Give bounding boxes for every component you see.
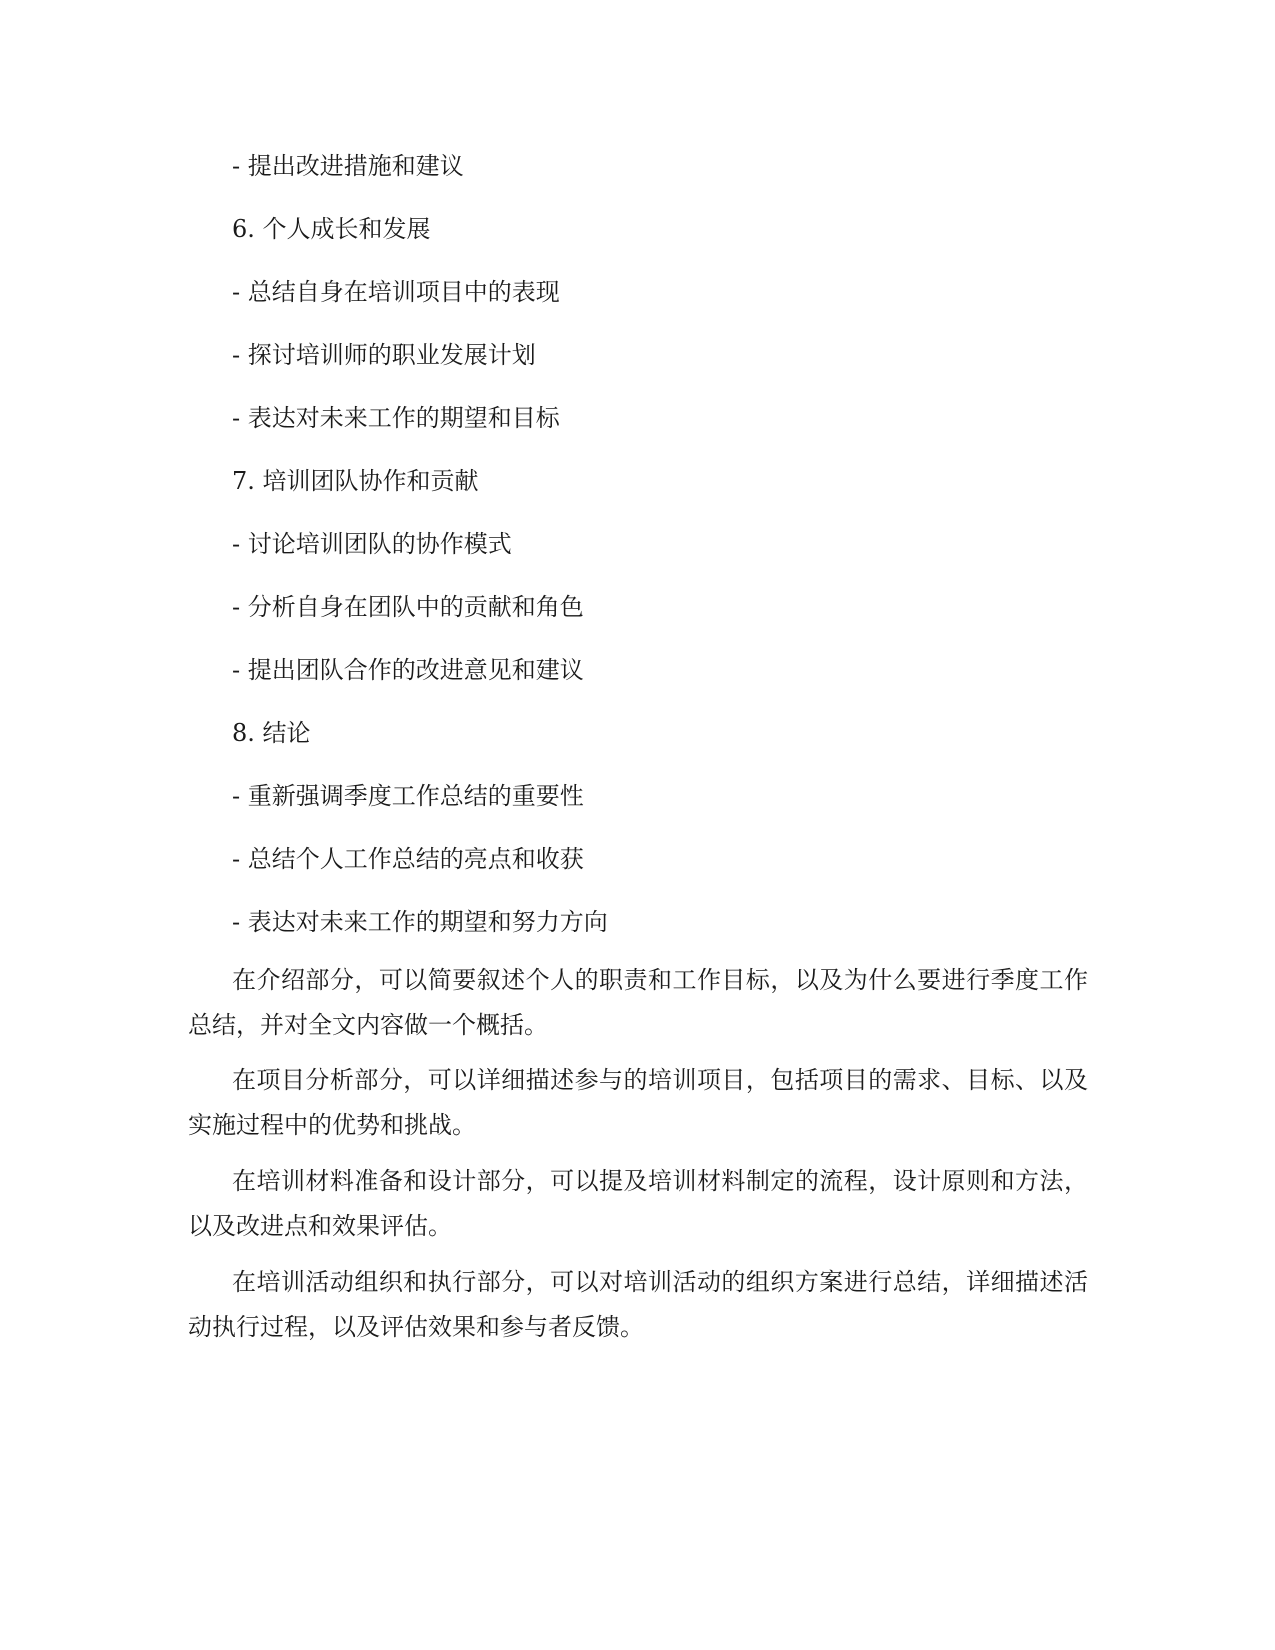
list-item: - 提出改进措施和建议: [232, 152, 464, 180]
list-item: - 提出团队合作的改进意见和建议: [232, 656, 584, 684]
body-paragraph: 在介绍部分，可以简要叙述个人的职责和工作目标，以及为什么要进行季度工作总结，并对全文内容做一个概括。: [188, 966, 1088, 1039]
section-heading: 6. 个人成长和发展: [232, 215, 431, 243]
section-heading: 7. 培训团队协作和贡献: [232, 467, 479, 495]
list-item: - 总结个人工作总结的亮点和收获: [232, 845, 584, 873]
section-heading: 8. 结论: [232, 719, 311, 747]
body-paragraph: 在培训活动组织和执行部分，可以对培训活动的组织方案进行总结，详细描述活动执行过程，以及评估效果和参与者反馈。: [188, 1268, 1088, 1341]
list-item: - 表达对未来工作的期望和努力方向: [232, 908, 608, 936]
list-item: - 探讨培训师的职业发展计划: [232, 341, 536, 369]
body-paragraph: 在项目分析部分，可以详细描述参与的培训项目，包括项目的需求、目标、以及实施过程中的优势和挑战。: [188, 1066, 1088, 1139]
list-item: - 重新强调季度工作总结的重要性: [232, 782, 584, 810]
list-item: - 讨论培训团队的协作模式: [232, 530, 512, 558]
list-item: - 分析自身在团队中的贡献和角色: [232, 593, 584, 621]
list-item: - 总结自身在培训项目中的表现: [232, 278, 560, 306]
body-paragraph: 在培训材料准备和设计部分，可以提及培训材料制定的流程，设计原则和方法，以及改进点和效果评估。: [188, 1167, 1088, 1240]
list-item: - 表达对未来工作的期望和目标: [232, 404, 560, 432]
